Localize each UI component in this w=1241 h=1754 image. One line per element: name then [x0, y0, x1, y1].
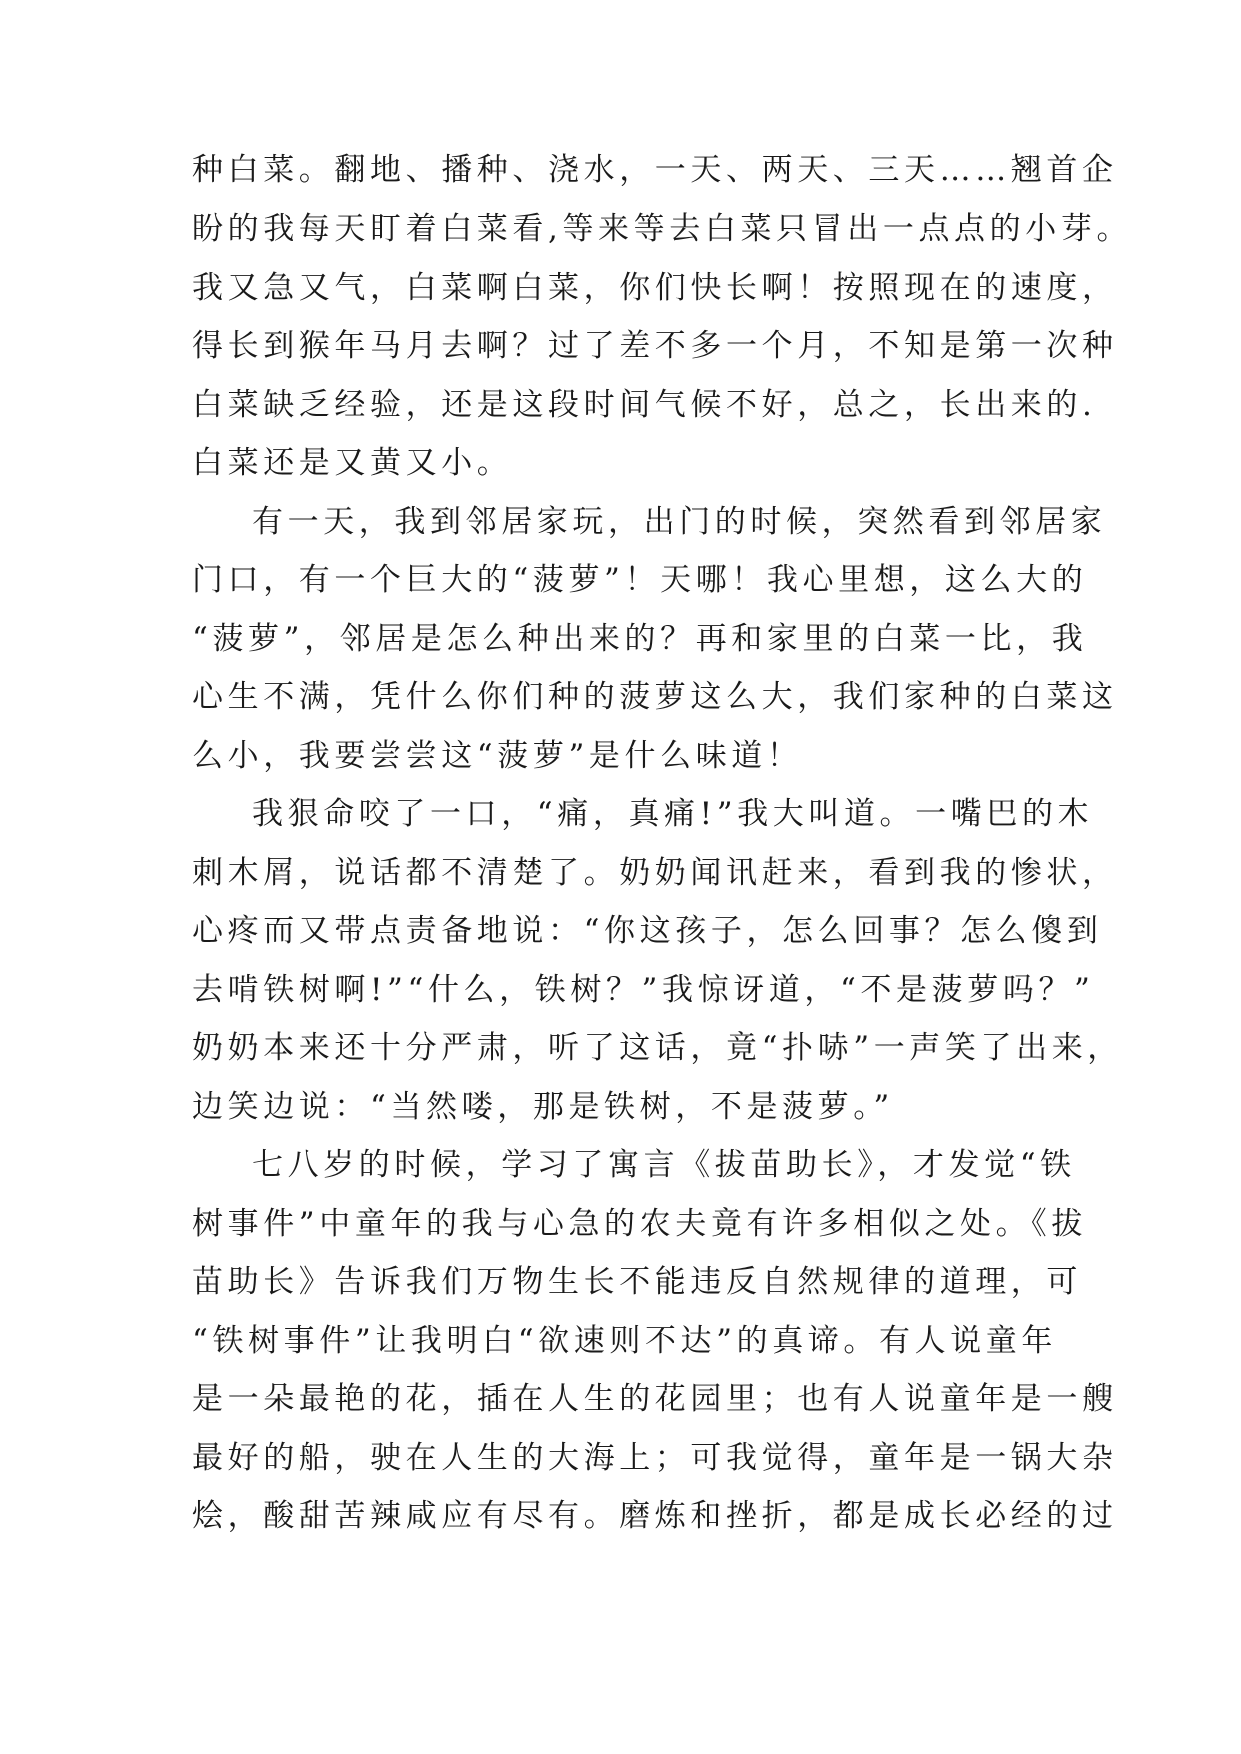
text-line: 苗助长》告诉我们万物生长不能违反自然规律的道理，可 [192, 1264, 1082, 1300]
text-line: 心生不满，凭什么你们种的菠萝这么大，我们家种的白菜这 [192, 679, 1118, 715]
text-line: 白菜还是又黄又小。 [192, 445, 513, 481]
text-line: 树事件”中童年的我与心急的农夫竟有许多相似之处。《拔 [192, 1206, 1087, 1242]
text-line: 我又急又气，白菜啊白菜，你们快长啊！按照现在的速度， [192, 270, 1118, 306]
text-line: 盼的我每天盯着白菜看,等来等去白菜只冒出一点点的小芽。 [192, 211, 1133, 247]
text-line: 奶奶本来还十分严肃，听了这话，竟“扑哧”一声笑了出来， [192, 1030, 1123, 1066]
paragraph-start-line: 有一天，我到邻居家玩，出门的时候，突然看到邻居家 [252, 504, 1107, 540]
text-line: 是一朵最艳的花，插在人生的花园里；也有人说童年是一艘 [192, 1381, 1118, 1417]
paragraph-start-line: 七八岁的时候，学习了寓言《拔苗助长》，才发觉“铁 [252, 1147, 1076, 1183]
paragraph-start-line: 我狠命咬了一口，“痛，真痛!”我大叫道。一嘴巴的木 [252, 796, 1094, 832]
text-line: “菠萝”，邻居是怎么种出来的？再和家里的白菜一比，我 [192, 621, 1088, 657]
text-line: 刺木屑，说话都不清楚了。奶奶闻讯赶来，看到我的惨状， [192, 855, 1118, 891]
text-line: 边笑边说：“当然喽，那是铁树，不是菠萝。” [192, 1089, 894, 1125]
text-line: 门口，有一个巨大的“菠萝”！天哪！我心里想，这么大的 [192, 562, 1088, 598]
text-line: 白菜缺乏经验，还是这段时间气候不好，总之，长出来的. [192, 387, 1097, 423]
text-line: “铁树事件”让我明白“欲速则不达”的真谛。有人说童年 [192, 1323, 1057, 1359]
text-line: 烩，酸甜苦辣咸应有尽有。磨炼和挫折，都是成长必经的过 [192, 1498, 1118, 1534]
text-line: 么小，我要尝尝这“菠萝”是什么味道！ [192, 738, 803, 774]
text-line: 去啃铁树啊!”“什么，铁树？”我惊讶道，“不是菠萝吗？” [192, 972, 1095, 1008]
text-line: 最好的船，驶在人生的大海上；可我觉得，童年是一锅大杂 [192, 1440, 1118, 1476]
text-line: 得长到猴年马月去啊？过了差不多一个月，不知是第一次种 [192, 328, 1118, 364]
text-line: 种白菜。翻地、播种、浇水，一天、两天、三天……翘首企 [192, 152, 1118, 188]
text-line: 心疼而又带点责备地说：“你这孩子，怎么回事？怎么傻到 [192, 913, 1103, 949]
